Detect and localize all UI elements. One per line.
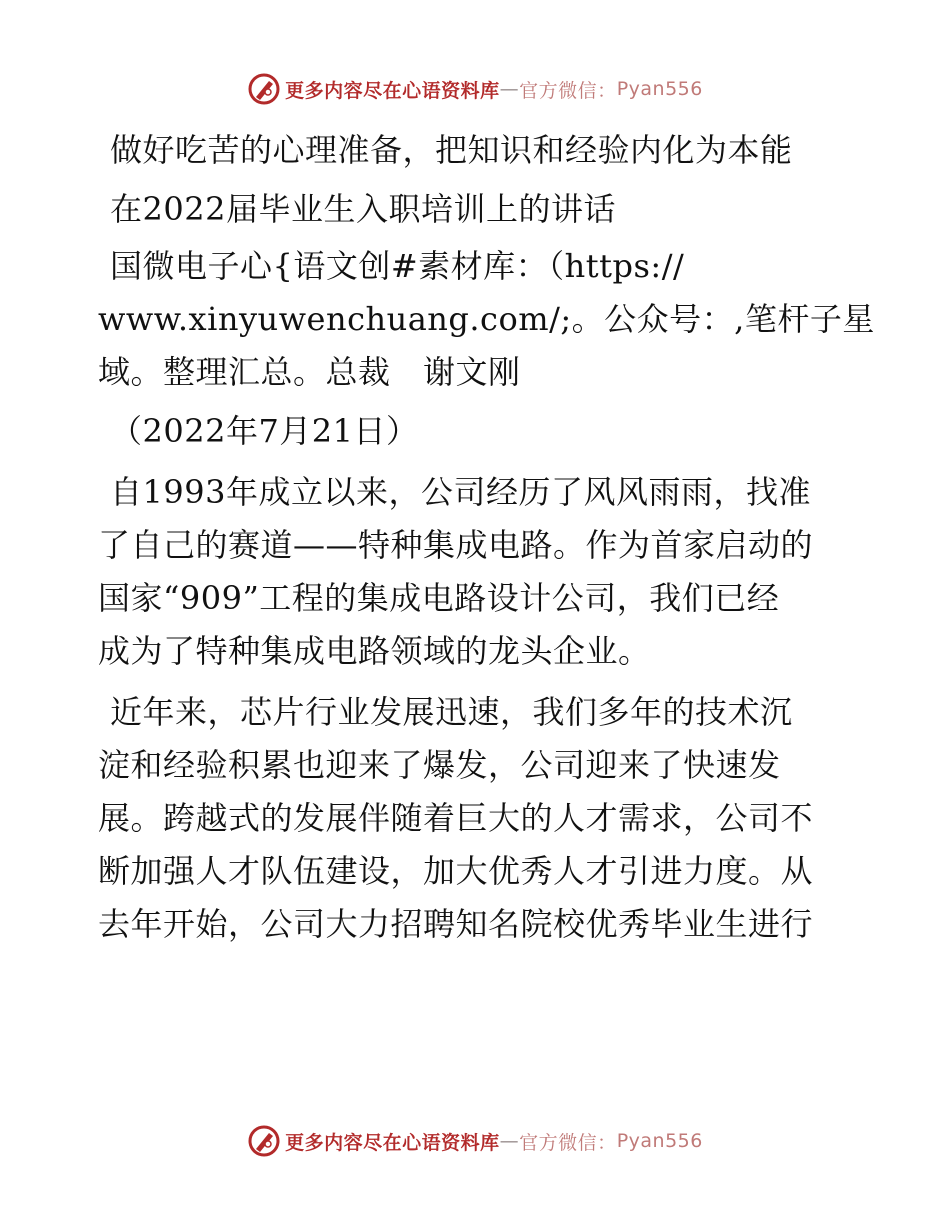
banner-separator: — (499, 1130, 520, 1152)
footer-banner (0, 1124, 950, 1158)
banner-wechat-handle: Pyan556 (616, 1130, 703, 1152)
source-line: 国微电子心{语文创#素材库：（https:// (110, 247, 685, 285)
paragraph-2 (98, 686, 858, 951)
paragraph-line: 展。跨越式的发展伴随着巨大的人才需求，公司不 (98, 799, 814, 837)
paragraph-line: 国家“909”工程的集成电路设计公司，我们已经 (98, 579, 780, 617)
banner-brand-text: 更多内容尽在心语资料库 (285, 1131, 500, 1154)
paragraph-1 (98, 466, 858, 678)
paragraph-line: 近年来，芯片行业发展迅速，我们多年的技术沉 (110, 693, 793, 731)
banner-brand-text: 更多内容尽在心语资料库 (285, 79, 500, 102)
pen-logo-icon (247, 72, 281, 106)
paragraph-line: 断加强人才队伍建设，加大优秀人才引进力度。从 (98, 852, 814, 890)
banner-contact-label: 官方微信： (519, 79, 617, 102)
banner-separator: — (499, 78, 520, 100)
header-banner (0, 72, 950, 106)
paragraph-line: 成为了特种集成电路领域的龙头企业。 (98, 632, 651, 670)
document-subtitle: 在2022届毕业生入职培训上的讲话 (110, 190, 616, 228)
document-body (98, 120, 875, 951)
paragraph-line: 淀和经验积累也迎来了爆发，公司迎来了快速发 (98, 746, 781, 784)
source-info (98, 240, 875, 399)
paragraph-line: 了自己的赛道——特种集成电路。作为首家启动的 (98, 526, 814, 564)
banner-wechat-handle: Pyan556 (616, 78, 703, 100)
paragraph-line: 去年开始，公司大力招聘知名院校优秀毕业生进行 (98, 905, 814, 943)
document-title: 做好吃苦的心理准备，把知识和经验内化为本能 (110, 131, 793, 169)
source-line: 域。整理汇总。总裁 谢文刚 (98, 353, 521, 391)
speech-date: （2022年7月21日） (110, 412, 419, 450)
pen-logo-icon (247, 1124, 281, 1158)
banner-contact-label: 官方微信： (519, 1131, 617, 1154)
paragraph-line: 自1993年成立以来，公司经历了风风雨雨，找准 (110, 473, 811, 511)
source-line: www.xinyuwenchuang.com/;。公众号：,笔杆子星 (98, 300, 875, 338)
